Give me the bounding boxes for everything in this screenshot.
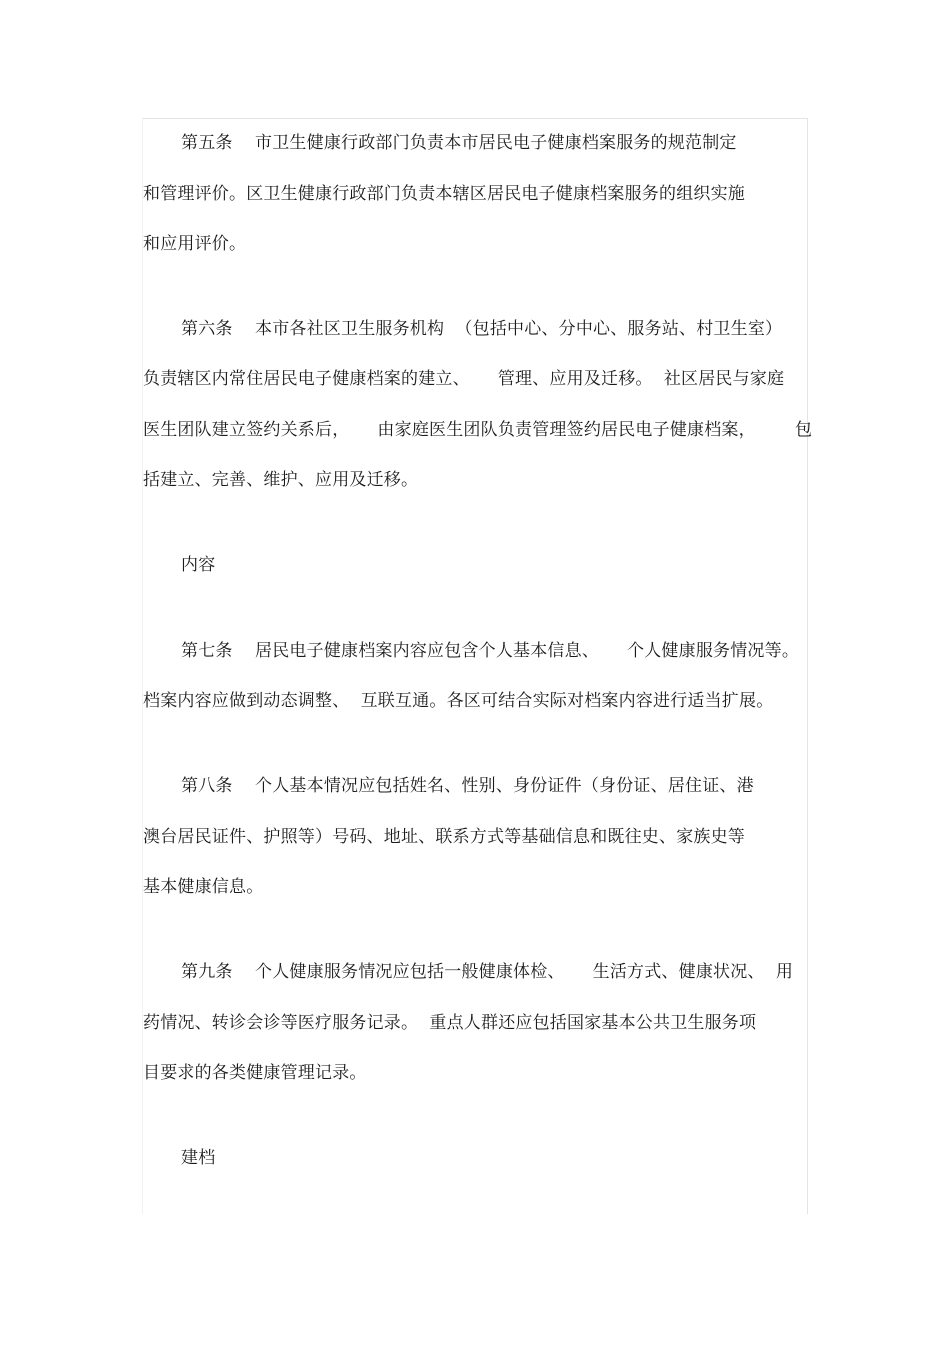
article-6-line-4: 括建立、完善、维护、应用及迁移。 (143, 470, 419, 490)
article-9-line-3: 目要求的各类健康管理记录。 (143, 1063, 367, 1083)
page-frame (142, 118, 808, 1214)
section-heading-content: 内容 (181, 555, 216, 575)
article-8-line-1: 第八条 个人基本情况应包括姓名、性别、身份证件（身份证、居住证、港 (181, 776, 754, 796)
article-9-line-2: 药情况、转诊会诊等医疗服务记录。 重点人群还应包括国家基本公共卫生服务项 (143, 1013, 757, 1033)
article-5-line-2: 和管理评价。区卫生健康行政部门负责本辖区居民电子健康档案服务的组织实施 (143, 184, 745, 204)
article-6-line-2: 负责辖区内常住居民电子健康档案的建立、 管理、应用及迁移。 社区居民与家庭 (143, 369, 785, 389)
section-heading-filing: 建档 (181, 1148, 216, 1168)
article-5-line-3: 和应用评价。 (143, 234, 247, 254)
article-6-line-3: 医生团队建立签约关系后， 由家庭医生团队负责管理签约居民电子健康档案， 包 (143, 420, 813, 440)
article-7-line-2: 档案内容应做到动态调整、 互联互通。各区可结合实际对档案内容进行适当扩展。 (143, 691, 774, 711)
article-5-line-1: 第五条 市卫生健康行政部门负责本市居民电子健康档案服务的规范制定 (181, 133, 737, 153)
article-6-line-1: 第六条 本市各社区卫生服务机构 （包括中心、分中心、服务站、村卫生室） (181, 319, 783, 339)
article-8-line-3: 基本健康信息。 (143, 877, 264, 897)
article-9-line-1: 第九条 个人健康服务情况应包括一般健康体检、 生活方式、健康状况、 用 (181, 962, 794, 982)
article-8-line-2: 澳台居民证件、护照等）号码、地址、联系方式等基础信息和既往史、家族史等 (143, 827, 745, 847)
article-7-line-1: 第七条 居民电子健康档案内容应包含个人基本信息、 个人健康服务情况等。 (181, 641, 800, 661)
